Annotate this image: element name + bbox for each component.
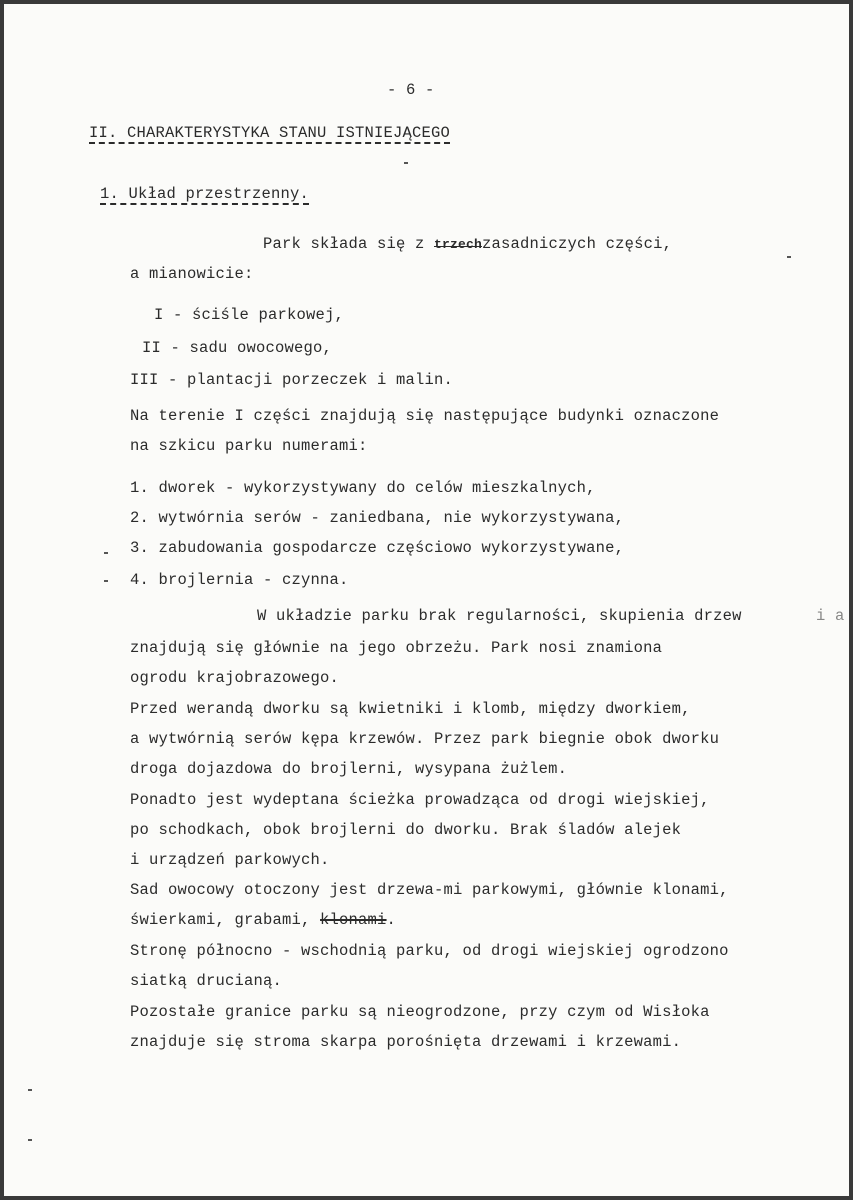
description-line: droga dojazdowa do brojlerni, wysypana żużlem. bbox=[130, 760, 568, 778]
scan-speck bbox=[404, 162, 408, 164]
crossed-out-word: klonami bbox=[320, 911, 387, 929]
part-item: I - ściśle parkowej, bbox=[154, 306, 345, 324]
description-line bbox=[130, 910, 396, 930]
building-item: 2. wytwórnia serów - zaniedbana, nie wykorzystywana, bbox=[130, 509, 625, 527]
description-line: W układzie parku brak regularności, skupienia drzew bbox=[257, 607, 742, 625]
intro-line-1 bbox=[263, 234, 672, 255]
scan-speck bbox=[28, 1089, 32, 1091]
margin-fragment: i a bbox=[816, 607, 845, 625]
scan-speck bbox=[787, 256, 791, 258]
buildings-intro-line: Na terenie I części znajdują się następujące budynki oznaczone bbox=[130, 407, 720, 425]
scan-speck bbox=[104, 552, 108, 554]
building-item: 3. zabudowania gospodarcze częściowo wykorzystywane, bbox=[130, 539, 625, 557]
building-item: 1. dworek - wykorzystywany do celów mieszkalnych, bbox=[130, 479, 596, 497]
description-line: Przed werandą dworku są kwietniki i klomb, między dworkiem, bbox=[130, 700, 691, 718]
closing-line: Stronę północno - wschodnią parku, od drogi wiejskiej ogrodzono bbox=[130, 942, 729, 960]
subsection-heading: 1. Układ przestrzenny. bbox=[100, 185, 310, 203]
closing-line: siatką drucianą. bbox=[130, 972, 283, 990]
closing-line: Pozostałe granice parku są nieogrodzone, przy czym od Wisłoka bbox=[130, 1003, 710, 1021]
crossed-out-word: trzech bbox=[434, 237, 483, 252]
description-line: a wytwórnią serów kępa krzewów. Przez park biegnie obok dworku bbox=[130, 730, 720, 748]
page-number: - 6 - bbox=[387, 81, 435, 99]
closing-line: znajduje się stroma skarpa porośnięta drzewami i krzewami. bbox=[130, 1033, 682, 1051]
description-line: Sad owocowy otoczony jest drzewa-mi parkowymi, głównie klonami, bbox=[130, 881, 729, 899]
strike-line-post: . bbox=[386, 911, 397, 929]
intro-text-pre: Park składa się z bbox=[263, 235, 435, 253]
description-line: i urządzeń parkowych. bbox=[130, 851, 330, 869]
part-item: III - plantacji porzeczek i malin. bbox=[130, 371, 454, 389]
document-page bbox=[4, 4, 849, 1196]
description-line: po schodkach, obok brojlerni do dworku. Brak śladów alejek bbox=[130, 821, 682, 839]
scan-speck bbox=[28, 1139, 32, 1141]
section-heading: II. CHARAKTERYSTYKA STANU ISTNIEJĄCEGO bbox=[89, 124, 451, 142]
description-line: Ponadto jest wydeptana ścieżka prowadząca od drogi wiejskiej, bbox=[130, 791, 710, 809]
description-line: ogrodu krajobrazowego. bbox=[130, 669, 340, 687]
strike-line-pre: świerkami, grabami, bbox=[130, 911, 321, 929]
intro-text-post: zasadniczych części, bbox=[482, 235, 673, 253]
intro-line-2: a mianowicie: bbox=[130, 265, 254, 283]
part-item: II - sadu owocowego, bbox=[142, 339, 333, 357]
scan-speck bbox=[104, 580, 108, 582]
building-item: 4. brojlernia - czynna. bbox=[130, 571, 349, 589]
buildings-intro-line: na szkicu parku numerami: bbox=[130, 437, 368, 455]
description-line: znajdują się głównie na jego obrzeżu. Park nosi znamiona bbox=[130, 639, 663, 657]
